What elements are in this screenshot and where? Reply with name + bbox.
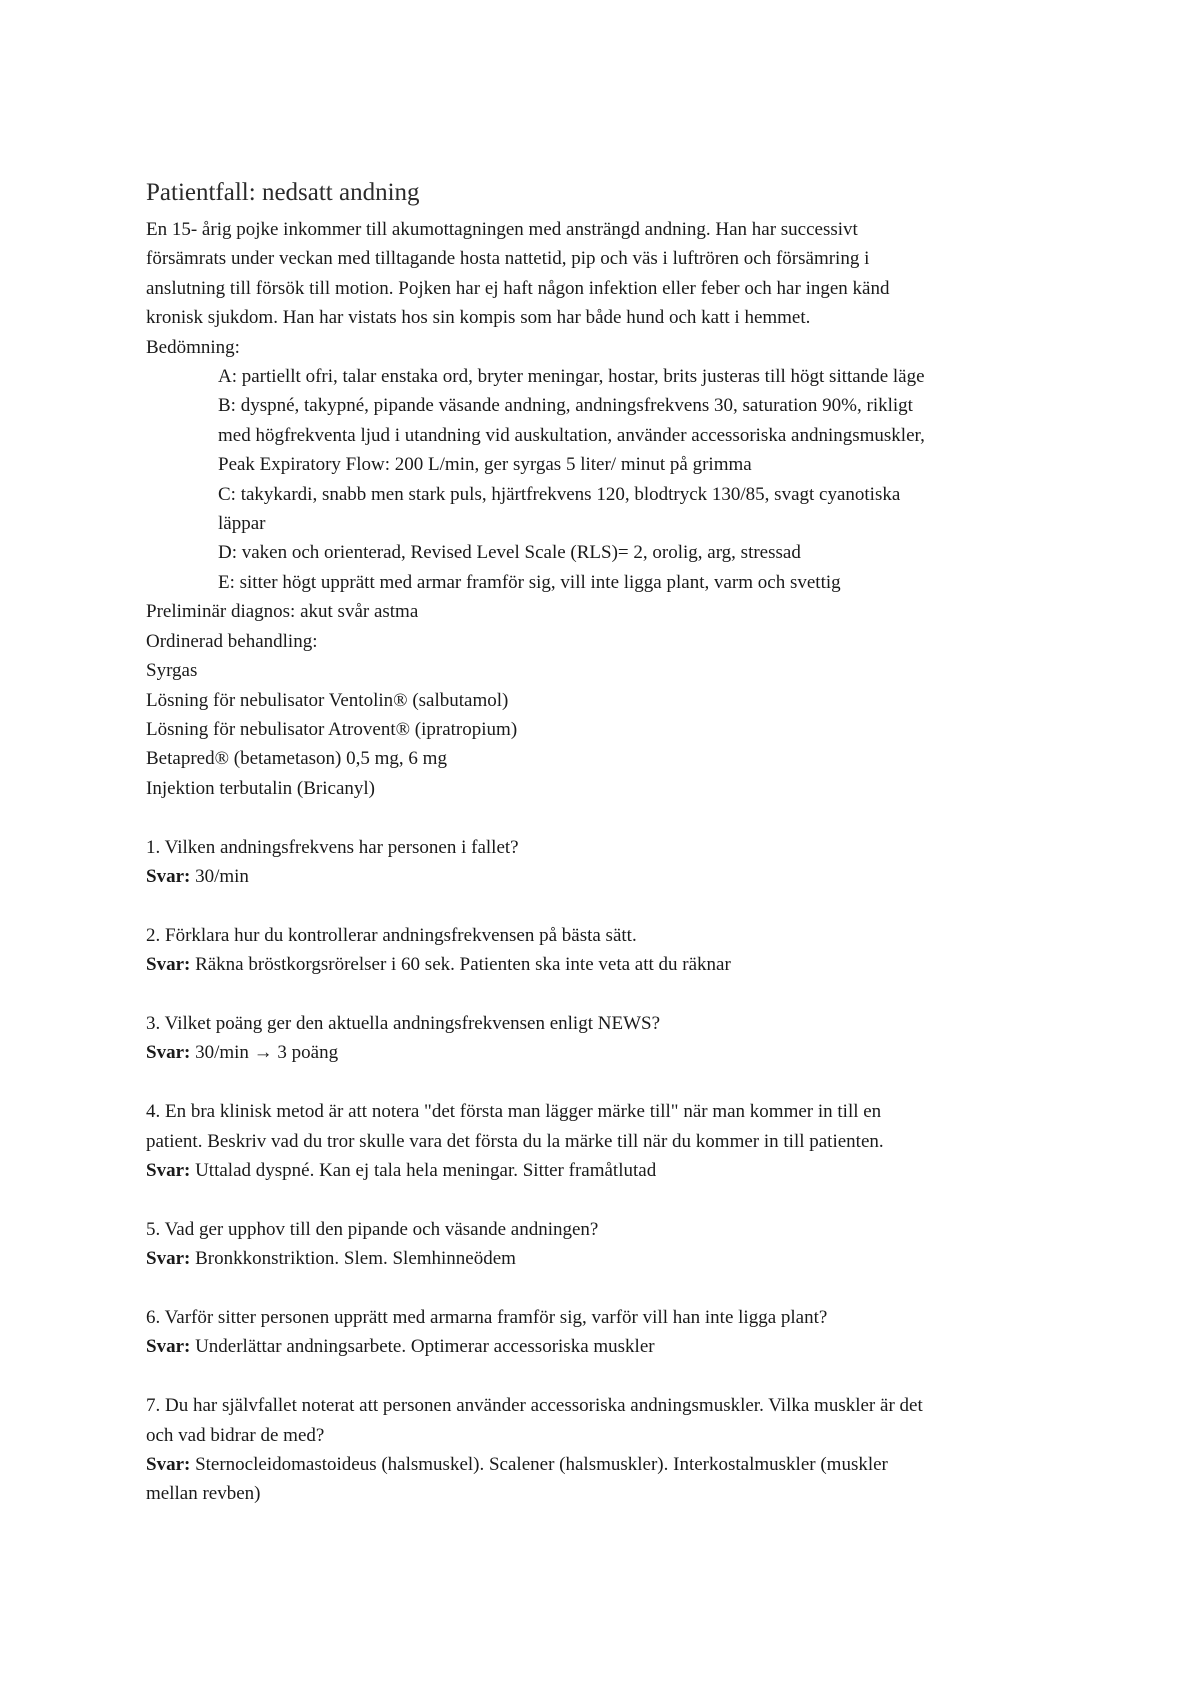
assessment-line: läppar bbox=[218, 513, 266, 535]
question-line: 4. En bra klinisk metod är att notera "det första man lägger märke till" när man kommer in till en bbox=[146, 1101, 882, 1123]
treatment-item: Injektion terbutalin (Bricanyl) bbox=[146, 777, 375, 799]
answer-label: Svar: bbox=[146, 1336, 191, 1358]
question-line: 7. Du har självfallet noterat att personen använder accessoriska andningsmuskler. Vilka muskler är det bbox=[146, 1395, 923, 1417]
answer-label: Svar: bbox=[146, 865, 191, 887]
spacer bbox=[146, 1274, 1076, 1303]
assessment-line: Peak Expiratory Flow: 200 L/min, ger syrgas 5 liter/ minut på grimma bbox=[218, 454, 752, 476]
treatment-item: Lösning för nebulisator Atrovent® (ipratropium) bbox=[146, 718, 518, 740]
document-title: Patientfall: nedsatt andning bbox=[146, 179, 420, 206]
answer-text: Sternocleidomastoideus (halsmuskel). Scalener (halsmuskler). Interkostalmuskler (muskler bbox=[190, 1453, 888, 1475]
assessment-label: Bedömning: bbox=[146, 336, 240, 358]
answer-line bbox=[146, 1450, 1076, 1479]
preliminary-diagnosis: Preliminär diagnos: akut svår astma bbox=[146, 601, 419, 623]
answer-line bbox=[146, 950, 1076, 979]
document-page bbox=[146, 176, 1076, 1509]
question-line: 3. Vilket poäng ger den aktuella andningsfrekvensen enligt NEWS? bbox=[146, 1012, 661, 1034]
spacer bbox=[146, 891, 1076, 920]
qa-block-4 bbox=[146, 1097, 1076, 1185]
spacer bbox=[146, 1068, 1076, 1097]
answer-line bbox=[146, 1038, 1076, 1067]
answer-line bbox=[146, 1332, 1076, 1361]
assessment-line: B: dyspné, takypné, pipande väsande andning, andningsfrekvens 30, saturation 90%, rikligt bbox=[218, 395, 913, 417]
intro-line: försämrats under veckan med tilltagande hosta nattetid, pip och väs i luftrören och försämring i bbox=[146, 248, 870, 270]
treatment-item: Lösning för nebulisator Ventolin® (salbutamol) bbox=[146, 689, 509, 711]
intro-line: anslutning till försök till motion. Pojken har ej haft någon infektion eller feber och har ingen känd bbox=[146, 277, 890, 299]
qa-block-3 bbox=[146, 1009, 1076, 1068]
answer-text: Underlättar andningsarbete. Optimerar accessoriska muskler bbox=[190, 1336, 655, 1358]
answer-text: Räkna bröstkorgsrörelser i 60 sek. Patienten ska inte veta att du räknar bbox=[190, 954, 731, 976]
treatment-label: Ordinerad behandling: bbox=[146, 630, 318, 652]
assessment-line: D: vaken och orienterad, Revised Level Scale (RLS)= 2, orolig, arg, stressad bbox=[218, 542, 801, 564]
spacer bbox=[146, 803, 1076, 832]
qa-block-5 bbox=[146, 1215, 1076, 1274]
assessment-line: med högfrekventa ljud i utandning vid auskultation, använder accessoriska andningsmuskler, bbox=[218, 424, 925, 446]
answer-text: 30/min → 3 poäng bbox=[190, 1042, 339, 1064]
qa-block-1 bbox=[146, 833, 1076, 892]
question-line: patient. Beskriv vad du tror skulle vara det första du la märke till när du kommer in till patienten. bbox=[146, 1130, 884, 1152]
answer-text: 30/min bbox=[190, 865, 249, 887]
assessment-line: E: sitter högt upprätt med armar framför sig, vill inte ligga plant, varm och svettig bbox=[218, 571, 841, 593]
qa-block-7 bbox=[146, 1391, 1076, 1509]
qa-block-6 bbox=[146, 1303, 1076, 1362]
answer-label: Svar: bbox=[146, 954, 191, 976]
answer-line: mellan revben) bbox=[146, 1483, 261, 1505]
treatment-item: Betapred® (betametason) 0,5 mg, 6 mg bbox=[146, 748, 447, 770]
answer-label: Svar: bbox=[146, 1248, 191, 1270]
answer-line bbox=[146, 1244, 1076, 1273]
question-line: 2. Förklara hur du kontrollerar andningsfrekvensen på bästa sätt. bbox=[146, 924, 637, 946]
spacer bbox=[146, 980, 1076, 1009]
answer-text: Uttalad dyspné. Kan ej tala hela meningar. Sitter framåtlutad bbox=[190, 1159, 657, 1181]
assessment-line: A: partiellt ofri, talar enstaka ord, bryter meningar, hostar, brits justeras till högt sittande läge bbox=[218, 366, 925, 388]
answer-line bbox=[146, 1156, 1076, 1185]
assessment-list bbox=[146, 362, 1076, 597]
treatment-item: Syrgas bbox=[146, 660, 198, 682]
intro-paragraph bbox=[146, 215, 1076, 333]
assessment-line: C: takykardi, snabb men stark puls, hjärtfrekvens 120, blodtryck 130/85, svagt cyanotiska bbox=[218, 483, 901, 505]
answer-label: Svar: bbox=[146, 1159, 191, 1181]
treatment-list bbox=[146, 656, 1076, 803]
answer-label: Svar: bbox=[146, 1042, 191, 1064]
question-line: 5. Vad ger upphov till den pipande och väsande andningen? bbox=[146, 1218, 599, 1240]
answer-text: Bronkkonstriktion. Slem. Slemhinneödem bbox=[190, 1248, 516, 1270]
qa-block-2 bbox=[146, 921, 1076, 980]
intro-line: En 15- årig pojke inkommer till akumottagningen med ansträngd andning. Han har successivt bbox=[146, 219, 858, 240]
spacer bbox=[146, 1185, 1076, 1214]
answer-line bbox=[146, 862, 1076, 891]
question-line: 6. Varför sitter personen upprätt med armarna framför sig, varför vill han inte ligga plant? bbox=[146, 1306, 828, 1328]
intro-line: kronisk sjukdom. Han har vistats hos sin kompis som har både hund och katt i hemmet. bbox=[146, 307, 811, 329]
question-line: och vad bidrar de med? bbox=[146, 1424, 325, 1446]
answer-label: Svar: bbox=[146, 1453, 191, 1475]
spacer bbox=[146, 1362, 1076, 1391]
question-line: 1. Vilken andningsfrekvens har personen i fallet? bbox=[146, 836, 519, 858]
